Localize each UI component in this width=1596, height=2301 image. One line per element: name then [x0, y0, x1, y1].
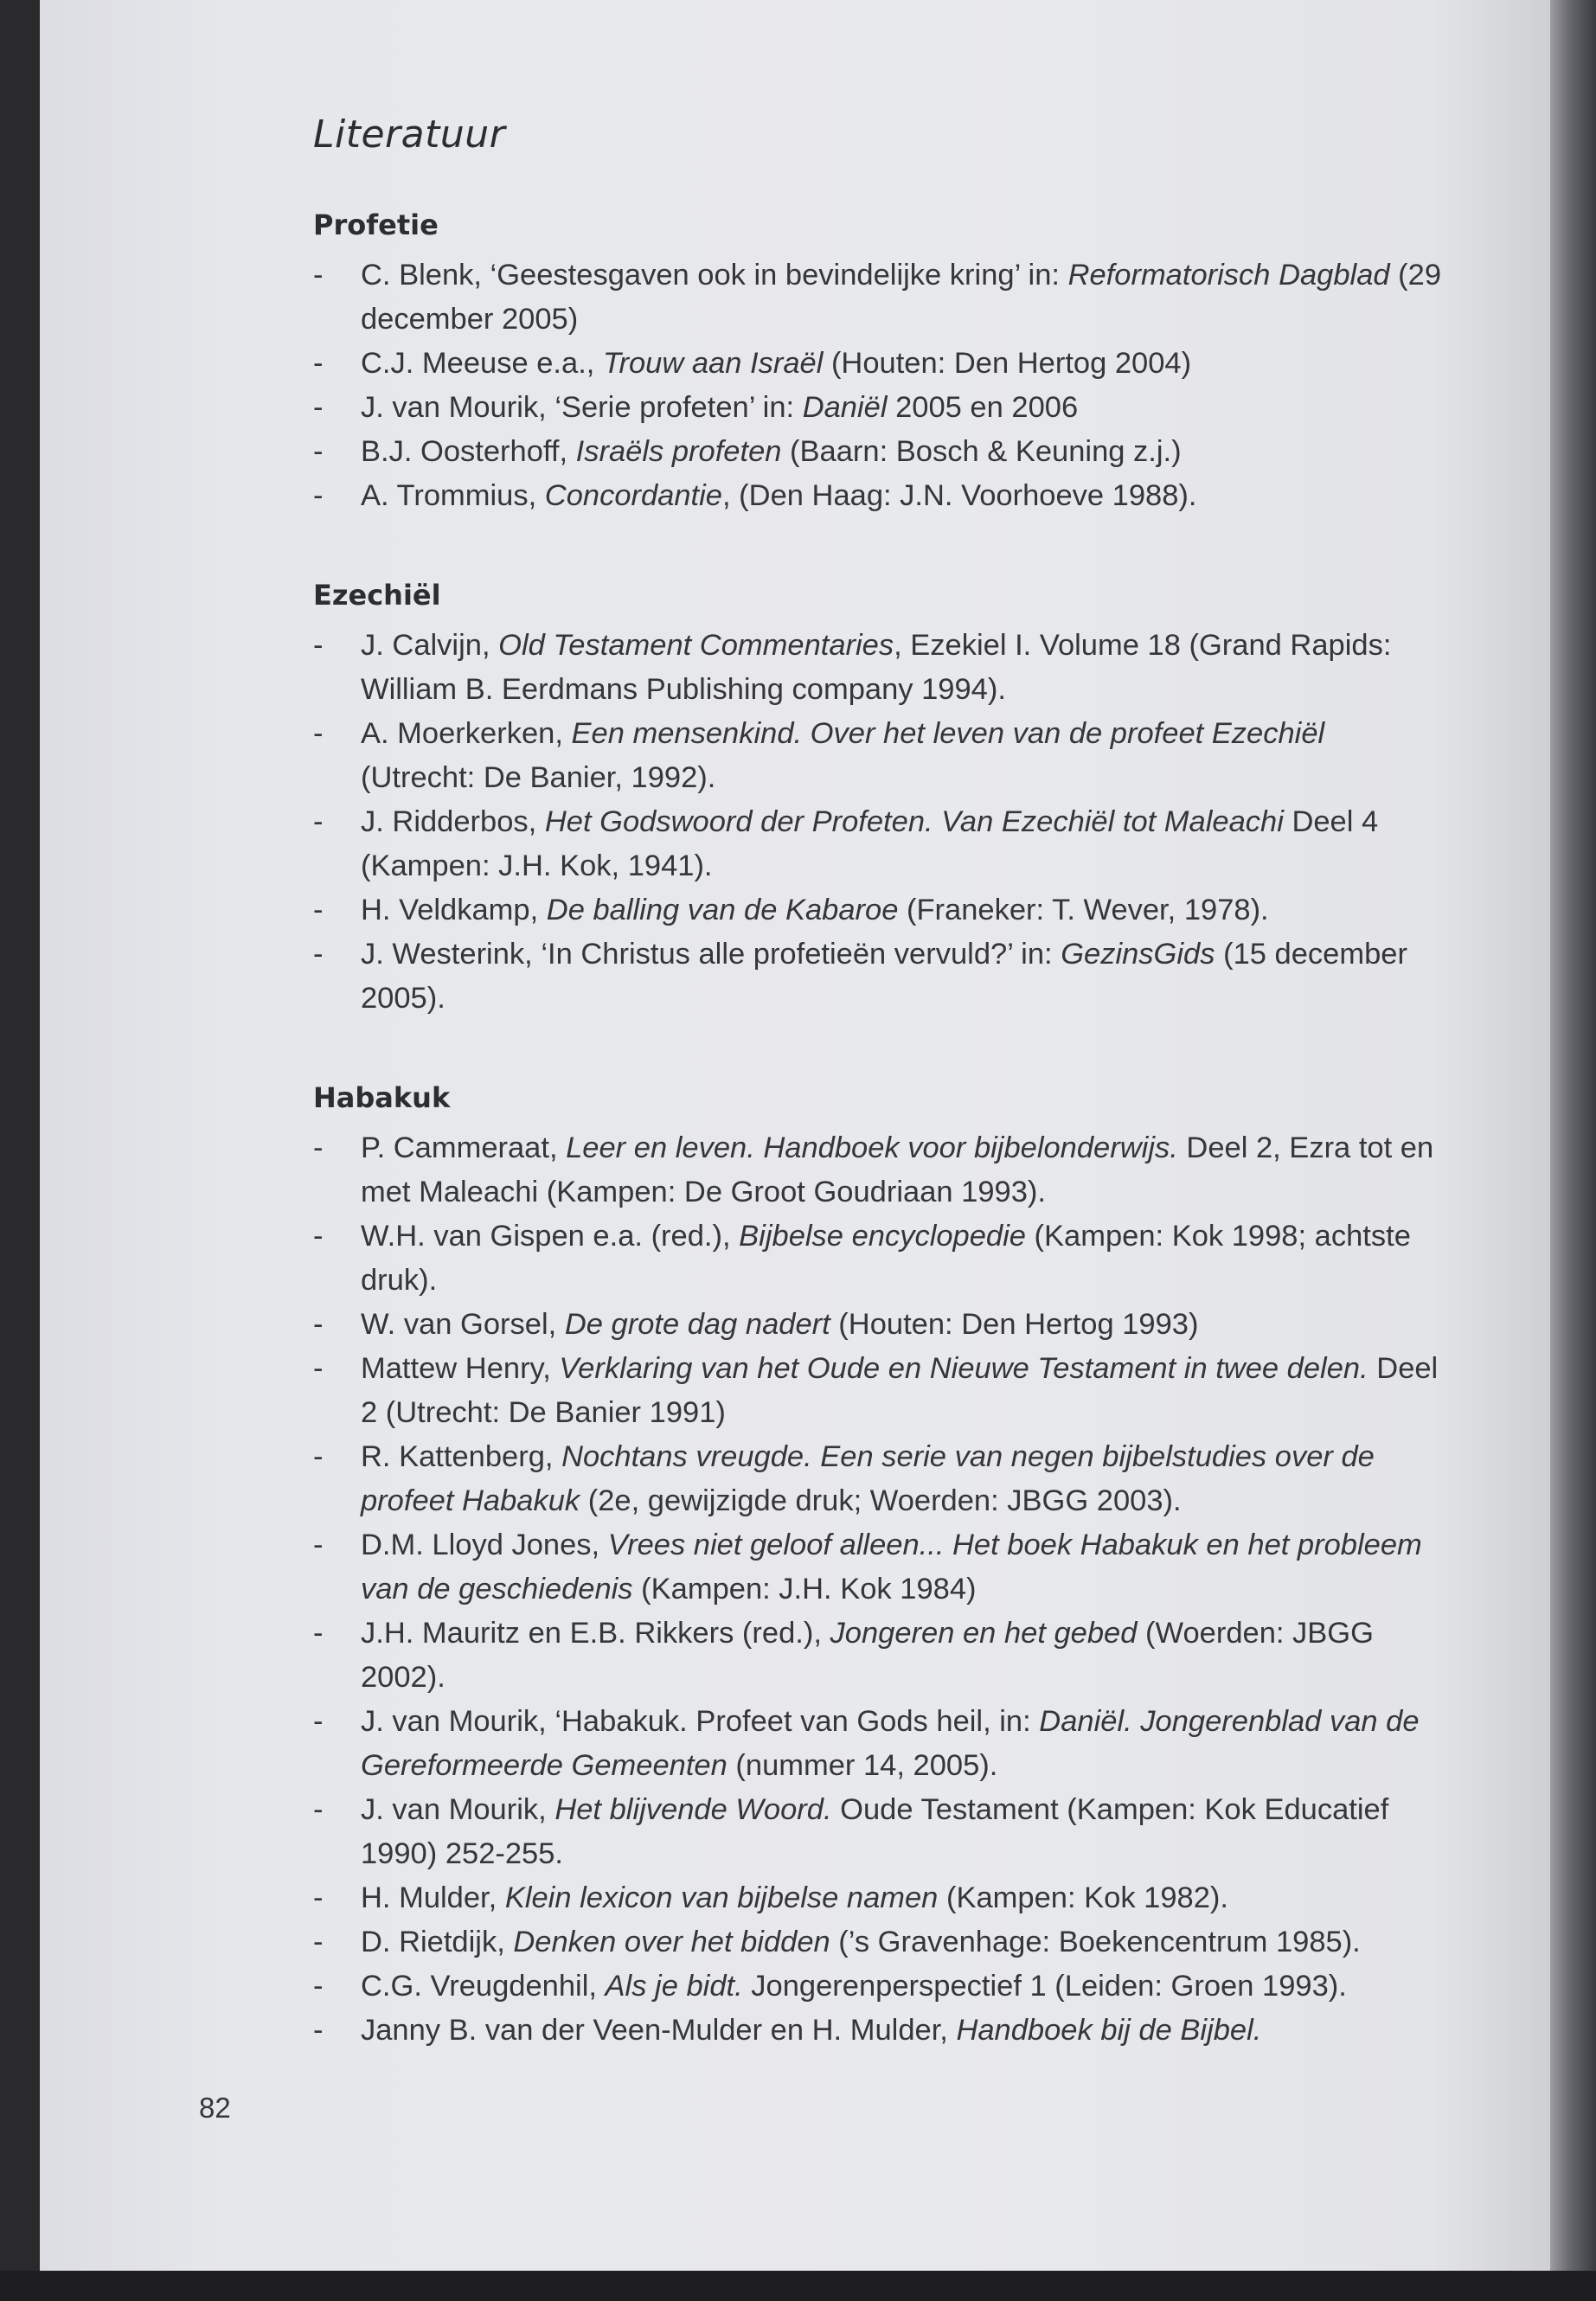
reference-text: Deel 2 (Utrecht: De Banier 1991) — [361, 1352, 1439, 1429]
reference-text: P. Cammeraat, — [361, 1131, 567, 1164]
reference-text: Janny B. van der Veen-Mulder en H. Mulder, — [361, 2014, 957, 2047]
reference-title: Bijbelse encyclopedie — [739, 1220, 1026, 1253]
reference-entry — [313, 1523, 1446, 1612]
reference-text: (2e, gewijzigde druk; Woerden: JBGG 2003). — [580, 1484, 1182, 1517]
bibliography — [313, 205, 1446, 2053]
section-heading: Ezechiël — [313, 579, 441, 612]
reference-entry — [313, 386, 1446, 430]
reference-title: Handboek bij de Bijbel. — [956, 2014, 1262, 2047]
reference-list — [313, 1126, 1446, 2053]
reference-text: C.J. Meeuse e.a., — [361, 347, 603, 380]
reference-entry — [313, 1303, 1446, 1347]
reference-list — [313, 624, 1446, 1021]
reference-text: (Houten: Den Hertog 1993) — [830, 1308, 1199, 1341]
reference-entry — [313, 800, 1446, 888]
reference-text: J. Westerink, ‘In Christus alle profetieën vervuld?’ in: — [361, 938, 1061, 971]
reference-text: Mattew Henry, — [361, 1352, 560, 1385]
reference-title: Concordantie — [544, 479, 722, 512]
section-ezechi-l — [313, 575, 1446, 1021]
reference-entry — [313, 2009, 1446, 2053]
reference-title: GezinsGids — [1061, 938, 1215, 971]
reference-text: (’s Gravenhage: Boekencentrum 1985). — [830, 1926, 1361, 1958]
page-content — [313, 112, 1446, 2110]
section-profetie — [313, 205, 1446, 518]
reference-title: Het Godswoord der Profeten. Van Ezechiël tot Maleachi — [544, 805, 1284, 838]
reference-entry — [313, 1788, 1446, 1876]
reference-entry — [313, 933, 1446, 1021]
reference-text: (Houten: Den Hertog 2004) — [823, 347, 1192, 380]
reference-text: R. Kattenberg, — [361, 1440, 562, 1473]
reference-title: Reformatorisch Dagblad — [1067, 259, 1390, 292]
reference-text: (29 december 2005) — [361, 259, 1442, 336]
reference-text: 2005 en 2006 — [887, 391, 1079, 424]
section-heading: Habakuk — [313, 1081, 451, 1114]
reference-entry — [313, 1347, 1446, 1435]
reference-text: Deel 4 (Kampen: J.H. Kok, 1941). — [361, 805, 1379, 882]
reference-entry — [313, 430, 1446, 474]
reference-text: Deel 2, Ezra tot en met Maleachi (Kampen: De Groot Goudriaan 1993). — [361, 1131, 1434, 1208]
reference-text: J. van Mourik, ‘Serie profeten’ in: — [361, 391, 803, 424]
reference-text: (15 december 2005). — [361, 938, 1407, 1015]
reference-text: (Kampen: Kok 1998; achtste druk). — [361, 1220, 1411, 1297]
reference-text: , (Den Haag: J.N. Voorhoeve 1988). — [722, 479, 1197, 512]
reference-title: Vrees niet geloof alleen... Het boek Habakuk en het probleem van de geschiedenis — [361, 1529, 1422, 1606]
reference-title: Denken over het bidden — [513, 1926, 830, 1958]
reference-text: (Franeker: T. Wever, 1978). — [898, 894, 1269, 926]
reference-entry — [313, 1920, 1446, 1965]
reference-text: (Woerden: JBGG 2002). — [361, 1617, 1374, 1694]
reference-text: J.H. Mauritz en E.B. Rikkers (red.), — [361, 1617, 830, 1650]
book-spine — [1550, 0, 1596, 2301]
reference-title: Het blijvende Woord. — [554, 1793, 832, 1826]
reference-text: Oude Testament (Kampen: Kok Educatief 1990) 252-255. — [361, 1793, 1389, 1870]
reference-title: Trouw aan Israël — [602, 347, 824, 380]
reference-entry — [313, 1126, 1446, 1215]
reference-text: J. van Mourik, — [361, 1793, 555, 1826]
reference-text: (Utrecht: De Banier, 1992). — [361, 761, 716, 794]
reference-entry — [313, 1612, 1446, 1700]
reference-title: Als je bidt. — [605, 1970, 743, 2003]
reference-text: C.G. Vreugdenhil, — [361, 1970, 606, 2003]
page-title: Literatuur — [313, 112, 506, 157]
reference-title: De balling van de Kabaroe — [546, 894, 899, 926]
section-heading: Profetie — [313, 208, 439, 241]
page-bottom-edge — [0, 2271, 1596, 2301]
reference-text: Jongerenperspectief 1 (Leiden: Groen 1993). — [742, 1970, 1347, 2003]
reference-entry — [313, 712, 1446, 800]
reference-text: D.M. Lloyd Jones, — [361, 1529, 608, 1561]
reference-text: , Ezekiel I. Volume 18 (Grand Rapids: William B. Eerdmans Publishing company 1994). — [361, 629, 1392, 706]
reference-entry — [313, 1965, 1446, 2009]
reference-entry — [313, 342, 1446, 386]
reference-entry — [313, 1876, 1446, 1920]
reference-entry — [313, 888, 1446, 933]
reference-entry — [313, 474, 1446, 518]
reference-entry — [313, 1215, 1446, 1303]
section-habakuk — [313, 1078, 1446, 2053]
reference-title: De grote dag nadert — [564, 1308, 830, 1341]
reference-title: Klein lexicon van bijbelse namen — [504, 1881, 939, 1914]
reference-text: (Kampen: Kok 1982). — [938, 1881, 1228, 1914]
reference-text: A. Trommius, — [361, 479, 545, 512]
reference-title: Verklaring van het Oude en Nieuwe Testament in twee delen. — [559, 1352, 1368, 1385]
reference-text: D. Rietdijk, — [361, 1926, 514, 1958]
reference-text: (Kampen: J.H. Kok 1984) — [632, 1573, 977, 1606]
reference-text: (nummer 14, 2005). — [727, 1749, 998, 1782]
reference-text: W.H. van Gispen e.a. (red.), — [361, 1220, 740, 1253]
reference-text: J. Calvijn, — [361, 629, 499, 662]
reference-entry — [313, 1700, 1446, 1788]
reference-text: W. van Gorsel, — [361, 1308, 565, 1341]
reference-title: Israëls profeten — [575, 435, 782, 468]
reference-text: J. van Mourik, ‘Habakuk. Profeet van Gods heil, in: — [361, 1705, 1040, 1738]
reference-text: H. Mulder, — [361, 1881, 505, 1914]
reference-text: J. Ridderbos, — [361, 805, 545, 838]
reference-title: Leer en leven. Handboek voor bijbelonderwijs. — [566, 1131, 1178, 1164]
reference-entry — [313, 1435, 1446, 1523]
reference-text: A. Moerkerken, — [361, 717, 572, 750]
reference-text: C. Blenk, ‘Geestesgaven ook in bevindelijke kring’ in: — [361, 259, 1068, 292]
reference-text: H. Veldkamp, — [361, 894, 547, 926]
reference-title: Een mensenkind. Over het leven van de profeet Ezechiël — [571, 717, 1325, 750]
reference-entry — [313, 624, 1446, 712]
page-number: 82 — [199, 2092, 231, 2124]
reference-title: Old Testament Commentaries — [498, 629, 894, 662]
reference-title: Nochtans vreugde. Een serie van negen bijbelstudies over de profeet Habakuk — [361, 1440, 1375, 1517]
reference-text: B.J. Oosterhoff, — [361, 435, 576, 468]
reference-title: Jongeren en het gebed — [830, 1617, 1138, 1650]
reference-title: Daniël — [802, 391, 888, 424]
reference-title: Daniël. Jongerenblad van de Gereformeerde Gemeenten — [361, 1705, 1420, 1782]
reference-text: (Baarn: Bosch & Keuning z.j.) — [781, 435, 1182, 468]
reference-entry — [313, 253, 1446, 342]
reference-list — [313, 253, 1446, 518]
